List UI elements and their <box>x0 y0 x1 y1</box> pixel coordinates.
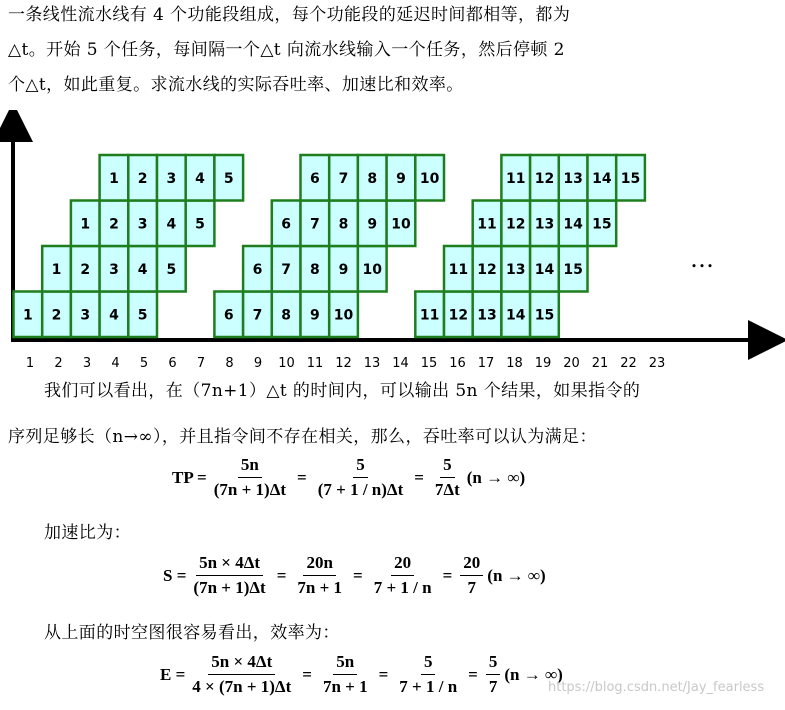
pipeline-cell <box>387 201 416 247</box>
pipeline-cell <box>157 155 186 201</box>
pipeline-cell <box>272 201 301 247</box>
efficiency-formula: E = $\frac{5n \times 4\Delta t}{4 \times (7n + 1)\Delta t}$ = $\frac{5n}{7n + 1}$ = $\frac{5}{7 + 1 / n}$ = $\frac{5}{7}$ (n → ∞) <box>160 652 563 696</box>
svg-text:15: 15 <box>563 261 583 278</box>
svg-text:13: 13 <box>477 307 497 324</box>
svg-text:8: 8 <box>281 307 292 324</box>
svg-text:7: 7 <box>309 216 320 233</box>
speedup-formula: S = $\frac{5n \times 4\Delta t}{(7n + 1)\Delta t}$ = $\frac{20n}{7n + 1}$ = $\frac{20}{7 + 1 / n}$ = $\frac{20}{7}$ (n → ∞) <box>163 553 546 597</box>
pipeline-cell <box>559 201 588 247</box>
pipeline-cell <box>329 201 358 247</box>
svg-text:3: 3 <box>80 307 91 324</box>
svg-text:9: 9 <box>367 216 378 233</box>
pipeline-cell <box>14 292 43 338</box>
svg-text:11: 11 <box>419 307 440 324</box>
svg-text:14: 14 <box>592 170 612 187</box>
svg-text:4: 4 <box>166 216 177 233</box>
svg-text:10: 10 <box>391 216 411 233</box>
svg-text:13: 13 <box>506 261 526 278</box>
svg-text:5: 5 <box>195 216 205 233</box>
s-fraction-1: $\frac{5n \times 4\Delta t}{(7n + 1)\Delta t}$ <box>193 553 266 597</box>
pipeline-cell <box>444 246 473 292</box>
pipeline-cell <box>329 246 358 292</box>
s-limit: (n → ∞) <box>487 565 546 585</box>
pipeline-cell <box>358 246 387 292</box>
pipeline-cell <box>415 155 444 201</box>
x-tick-label: 1 <box>25 356 35 371</box>
svg-text:1: 1 <box>80 216 91 233</box>
svg-text:4: 4 <box>109 307 119 324</box>
pipeline-cell <box>272 246 301 292</box>
pipeline-cell <box>214 155 243 201</box>
x-tick-label: 15 <box>420 356 438 371</box>
e-limit: (n → ∞) <box>504 664 563 684</box>
pipeline-cell <box>301 201 330 247</box>
pipeline-cell <box>501 155 530 201</box>
svg-text:10: 10 <box>419 170 440 187</box>
x-tick-label: 11 <box>306 356 324 371</box>
efficiency-heading: 从上面的时空图很容易看出，效率为： <box>44 623 340 643</box>
svg-text:7: 7 <box>252 307 263 324</box>
svg-text:13: 13 <box>563 170 583 187</box>
pipeline-cell <box>128 155 157 201</box>
watermark: https://blog.csdn.net/Jay_fearless <box>548 680 765 695</box>
pipeline-cell <box>530 155 559 201</box>
x-tick-label: 2 <box>54 356 63 371</box>
pipeline-cell <box>128 201 157 247</box>
pipeline-cell <box>272 292 301 338</box>
pipeline-cell <box>243 246 272 292</box>
x-tick-label: 4 <box>111 356 120 371</box>
s-fraction-4: $\frac{20}{7}$ <box>460 553 483 598</box>
svg-text:15: 15 <box>620 170 641 187</box>
svg-text:12: 12 <box>477 261 497 278</box>
svg-text:5: 5 <box>223 170 234 187</box>
problem-line-2: △t。开始 5 个任务，每间隔一个△t 向流水线输入一个任务，然后停顿 2 <box>8 40 565 60</box>
pipeline-cell <box>128 246 157 292</box>
svg-text:15: 15 <box>534 307 555 324</box>
space-time-diagram <box>0 110 785 378</box>
svg-text:14: 14 <box>534 261 555 278</box>
pipeline-cell <box>415 292 444 338</box>
explanation-line-1: 我们可以看出，在（7n+1）△t 的时间内，可以输出 5n 个结果，如果指令的 <box>44 381 641 401</box>
e-fraction-2: $\frac{5n}{7n + 1}$ <box>322 652 368 696</box>
pipeline-cell <box>214 292 243 338</box>
x-tick-label: 18 <box>506 356 523 371</box>
x-tick-label: 8 <box>225 356 234 371</box>
svg-text:10: 10 <box>362 261 382 278</box>
pipeline-cell <box>157 201 186 247</box>
tp-fraction-1: $\frac{5n}{(7n + 1)\Delta t}$ <box>213 455 287 499</box>
svg-text:11: 11 <box>477 216 497 233</box>
x-tick-label: 10 <box>278 356 295 371</box>
pipeline-cell <box>588 201 617 247</box>
svg-text:7: 7 <box>281 261 292 278</box>
x-tick-label: 16 <box>449 356 466 371</box>
svg-text:1: 1 <box>22 307 33 324</box>
svg-text:13: 13 <box>534 216 555 233</box>
svg-text:4: 4 <box>195 170 205 187</box>
svg-text:8: 8 <box>309 261 320 278</box>
x-tick-label: 5 <box>139 356 149 371</box>
pipeline-cell <box>329 292 358 338</box>
pipeline-cell <box>100 292 129 338</box>
svg-text:4: 4 <box>137 261 148 278</box>
pipeline-cells <box>14 155 645 337</box>
pipeline-cell <box>501 292 530 338</box>
svg-text:6: 6 <box>281 216 292 233</box>
svg-text:5: 5 <box>137 307 148 324</box>
s-fraction-3: $\frac{20}{7 + 1 / n}$ <box>373 553 432 597</box>
pipeline-cell <box>42 246 71 292</box>
svg-text:15: 15 <box>592 216 612 233</box>
svg-text:5: 5 <box>166 261 177 278</box>
pipeline-cell <box>243 292 272 338</box>
svg-text:2: 2 <box>137 170 148 187</box>
pipeline-cell <box>42 292 71 338</box>
pipeline-cell <box>301 292 330 338</box>
pipeline-cell <box>387 155 416 201</box>
svg-text:14: 14 <box>563 216 583 233</box>
x-tick-label: 23 <box>648 356 666 371</box>
x-tick-labels <box>26 356 665 371</box>
x-tick-label: 6 <box>168 356 177 371</box>
svg-text:6: 6 <box>223 307 234 324</box>
svg-text:14: 14 <box>506 307 526 324</box>
pipeline-cell <box>71 201 100 247</box>
s-lhs: S = <box>163 565 187 585</box>
pipeline-cell <box>71 246 100 292</box>
svg-text:3: 3 <box>166 170 177 187</box>
pipeline-cell <box>329 155 358 201</box>
pipeline-cell <box>501 246 530 292</box>
x-tick-label: 22 <box>620 356 637 371</box>
x-tick-label: 7 <box>196 356 206 371</box>
x-tick-label: 3 <box>82 356 92 371</box>
pipeline-cell <box>358 201 387 247</box>
tp-fraction-2: $\frac{5}{(7 + 1 / n)\Delta t}$ <box>317 455 404 499</box>
pipeline-cell <box>301 246 330 292</box>
tp-fraction-3: $\frac{5}{7\Delta t}$ <box>434 455 460 499</box>
svg-text:2: 2 <box>51 307 62 324</box>
svg-text:12: 12 <box>506 216 526 233</box>
svg-text:9: 9 <box>309 307 320 324</box>
svg-text:2: 2 <box>80 261 91 278</box>
pipeline-cell <box>186 201 215 247</box>
pipeline-cell <box>473 246 502 292</box>
pipeline-cell <box>473 201 502 247</box>
pipeline-cell <box>100 201 129 247</box>
pipeline-cell <box>128 292 157 338</box>
svg-text:9: 9 <box>396 170 406 187</box>
pipeline-cell <box>301 155 330 201</box>
pipeline-cell <box>71 292 100 338</box>
svg-text:1: 1 <box>109 170 119 187</box>
throughput-formula: TP = $\frac{5n}{(7n + 1)\Delta t}$ = $\frac{5}{(7 + 1 / n)\Delta t}$ = $\frac{5}{7\Delta t}$ (n → ∞) <box>172 455 526 499</box>
problem-line-1: 一条线性流水线有 4 个功能段组成，每个功能段的延迟时间都相等，都为 <box>8 5 571 25</box>
e-fraction-4: $\frac{5}{7}$ <box>486 652 501 697</box>
pipeline-cell <box>100 155 129 201</box>
svg-text:8: 8 <box>338 216 349 233</box>
e-fraction-3: $\frac{5}{7 + 1 / n}$ <box>399 652 458 696</box>
pipeline-cell <box>358 155 387 201</box>
svg-text:9: 9 <box>338 261 349 278</box>
pipeline-cell <box>157 246 186 292</box>
pipeline-cell <box>559 246 588 292</box>
pipeline-cell <box>444 292 473 338</box>
x-tick-label: 13 <box>363 356 381 371</box>
x-tick-label: 20 <box>563 356 580 371</box>
pipeline-cell <box>530 292 559 338</box>
svg-text:12: 12 <box>534 170 555 187</box>
tp-lhs: TP = <box>172 467 207 487</box>
svg-text:2: 2 <box>109 216 119 233</box>
continuation-ellipsis: … <box>690 245 716 273</box>
pipeline-cell <box>530 201 559 247</box>
pipeline-cell <box>100 246 129 292</box>
svg-text:6: 6 <box>309 170 320 187</box>
svg-text:1: 1 <box>51 261 62 278</box>
svg-text:10: 10 <box>333 307 354 324</box>
s-fraction-2: $\frac{20n}{7n + 1}$ <box>297 553 343 597</box>
explanation-line-2: 序列足够长（n→∞），并且指令间不存在相关，那么，吞吐率可以认为满足： <box>8 427 597 447</box>
e-fraction-1: $\frac{5n \times 4\Delta t}{4 \times (7n + 1)\Delta t}$ <box>192 652 292 696</box>
pipeline-cell <box>588 155 617 201</box>
problem-line-3: 个△t，如此重复。求流水线的实际吞吐率、加速比和效率。 <box>8 75 464 95</box>
svg-text:8: 8 <box>367 170 378 187</box>
pipeline-cell <box>501 201 530 247</box>
svg-text:3: 3 <box>137 216 148 233</box>
x-tick-label: 9 <box>253 356 263 371</box>
speedup-heading: 加速比为： <box>44 523 131 543</box>
x-tick-label: 14 <box>392 356 409 371</box>
pipeline-cell <box>473 292 502 338</box>
svg-text:11: 11 <box>506 170 526 187</box>
pipeline-cell <box>559 155 588 201</box>
pipeline-cell <box>186 155 215 201</box>
x-tick-label: 21 <box>591 356 609 371</box>
e-lhs: E = <box>160 664 186 684</box>
x-tick-label: 17 <box>477 356 495 371</box>
tp-limit: (n → ∞) <box>466 467 526 487</box>
svg-text:12: 12 <box>448 307 469 324</box>
svg-text:3: 3 <box>109 261 119 278</box>
svg-text:6: 6 <box>252 261 263 278</box>
pipeline-cell <box>530 246 559 292</box>
x-tick-label: 19 <box>534 356 552 371</box>
pipeline-cell <box>616 155 645 201</box>
svg-text:11: 11 <box>448 261 469 278</box>
svg-text:7: 7 <box>338 170 349 187</box>
x-tick-label: 12 <box>335 356 352 371</box>
